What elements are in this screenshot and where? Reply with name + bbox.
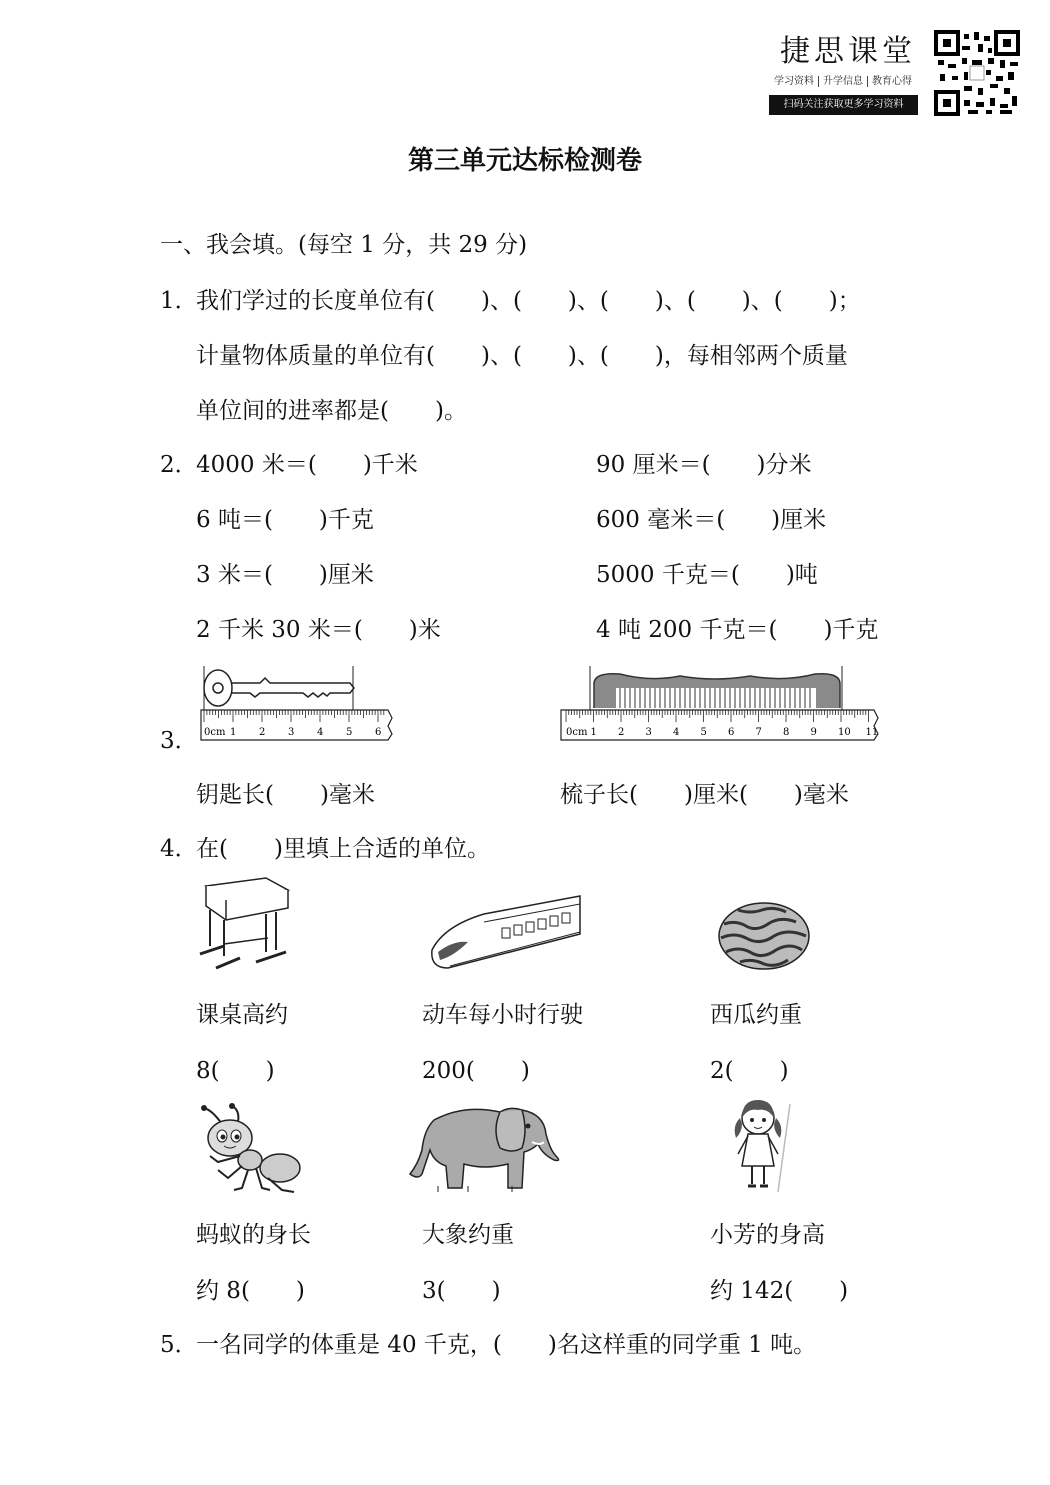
ruler-2 xyxy=(560,708,880,742)
ruler-tick-label: 0cm xyxy=(566,727,588,738)
desk-icon xyxy=(196,876,291,974)
conversion-item: 4000 米＝( )千米 xyxy=(196,452,418,478)
item-text: 小芳的身高 xyxy=(710,1222,825,1248)
conversion-item: 6 吨＝( )千克 xyxy=(196,507,374,533)
brand-title: 捷思课堂 xyxy=(780,34,916,69)
section-heading: 一、我会填。(每空 1 分，共 29 分) xyxy=(160,232,528,258)
ruler-tick-label: 6 xyxy=(728,727,735,738)
key-length-label: 钥匙长( )毫米 xyxy=(196,782,375,808)
question-number: 4． xyxy=(160,836,198,862)
page-title: 第三单元达标检测卷 xyxy=(407,146,642,176)
item-text: 动车每小时行驶 xyxy=(422,1002,583,1028)
watermelon-icon xyxy=(716,900,812,972)
ruler-tick-label: 6 xyxy=(375,727,382,738)
question-1-line-3: 单位间的进率都是( )。 xyxy=(196,398,467,424)
conversion-item: 600 毫米＝( )厘米 xyxy=(596,507,827,533)
question-4 xyxy=(160,830,490,863)
answer-blank: 约 142( ) xyxy=(710,1278,849,1304)
elephant-icon xyxy=(404,1100,562,1194)
conversion-item: 5000 千克＝( )吨 xyxy=(596,562,818,588)
brand-sub-item: 教育心得 xyxy=(872,76,912,87)
ruler-tick-label: 4 xyxy=(673,727,680,738)
ruler-tick-label: 3 xyxy=(645,727,652,738)
answer-blank: 8( ) xyxy=(196,1058,275,1084)
question-1-line-2: 计量物体质量的单位有( )、( )、( )，每相邻两个质量 xyxy=(196,343,848,369)
answer-blank: 3( ) xyxy=(422,1278,501,1304)
qr-code-icon xyxy=(934,30,1020,116)
conversion-item: 2 千米 30 米＝( )米 xyxy=(196,617,441,643)
question-text: 我们学过的长度单位有( )、( )、( )、( )、( )； xyxy=(196,288,861,314)
comb-length-label: 梳子长( )厘米( )毫米 xyxy=(560,782,849,808)
ruler-tick-label: 5 xyxy=(346,727,353,738)
ruler-tick-label: 3 xyxy=(288,727,295,738)
ruler-tick-label: 7 xyxy=(755,727,762,738)
ruler-tick-label: 2 xyxy=(259,727,266,738)
question-1 xyxy=(160,282,861,315)
ant-icon xyxy=(198,1104,308,1196)
answer-blank: 2( ) xyxy=(710,1058,789,1084)
item-text: 课桌高约 xyxy=(196,1002,288,1028)
question-number: 3． xyxy=(160,728,198,754)
ruler-tick-label: 1 xyxy=(230,727,237,738)
brand-sub-item: 学习资料 xyxy=(770,76,819,87)
conversion-item: 4 吨 200 千克＝( )千克 xyxy=(596,617,879,643)
ruler-1 xyxy=(200,708,394,742)
question-2 xyxy=(160,446,418,479)
question-number: 2． xyxy=(160,452,198,478)
item-text: 大象约重 xyxy=(422,1222,514,1248)
conversion-item: 3 米＝( )厘米 xyxy=(196,562,374,588)
ruler-tick-label: 11 xyxy=(865,727,879,738)
ruler-tick-label: 4 xyxy=(317,727,324,738)
ruler-tick-label: 0cm xyxy=(204,727,226,738)
conversion-item: 90 厘米＝( )分米 xyxy=(596,452,812,478)
comb-icon xyxy=(590,664,845,710)
question-number: 5． xyxy=(160,1332,198,1358)
item-text: 蚂蚁的身长 xyxy=(196,1222,311,1248)
question-text: 在( )里填上合适的单位。 xyxy=(196,836,490,862)
key-icon xyxy=(200,664,360,710)
ruler-tick-label: 5 xyxy=(700,727,707,738)
item-text: 西瓜约重 xyxy=(710,1002,802,1028)
ruler-body xyxy=(561,710,878,740)
brand-sub-item: 升学信息 xyxy=(819,76,868,87)
brand-bar: 扫码关注获取更多学习资料 xyxy=(769,95,918,115)
brand-subtitle xyxy=(770,72,916,87)
ruler-tick-label: 8 xyxy=(783,727,790,738)
question-5 xyxy=(160,1326,816,1359)
answer-blank: 约 8( ) xyxy=(196,1278,305,1304)
ruler-tick-label: 1 xyxy=(590,727,597,738)
answer-blank: 200( ) xyxy=(422,1058,530,1084)
question-text: 一名同学的体重是 40 千克，( )名这样重的同学重 1 吨。 xyxy=(196,1332,817,1358)
train-icon xyxy=(424,892,584,974)
ruler-tick-label: 9 xyxy=(810,727,817,738)
ruler-tick-label: 2 xyxy=(618,727,625,738)
ruler-tick-label: 10 xyxy=(838,727,851,738)
girl-icon xyxy=(728,1096,798,1196)
question-number: 1． xyxy=(160,288,198,314)
